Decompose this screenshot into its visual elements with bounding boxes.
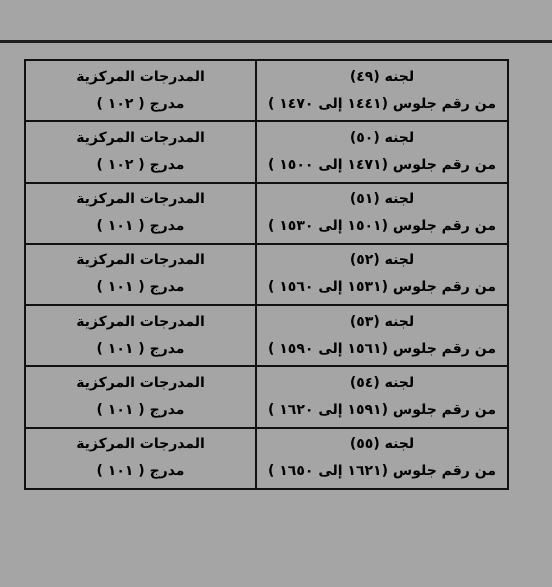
committee-cell <box>256 428 508 489</box>
committee-cell <box>256 183 508 244</box>
location-cell <box>25 121 256 182</box>
venue-name: المدرجات المركزية <box>76 68 205 85</box>
venue-name: المدرجات المركزية <box>76 191 205 208</box>
committee-cell <box>256 121 508 182</box>
table-row <box>25 60 508 121</box>
hall-number: مدرج ( ١٠١ ) <box>96 463 185 480</box>
hall-number: مدرج ( ١٠١ ) <box>96 218 185 235</box>
location-cell <box>25 60 256 121</box>
table-row <box>25 366 508 427</box>
committee-number: لجنه (٥٥) <box>349 436 415 453</box>
committee-number: لجنه (٥٣) <box>349 313 415 330</box>
committee-number: لجنه (٥٠) <box>349 129 415 146</box>
location-cell <box>25 366 256 427</box>
committee-table <box>24 59 509 490</box>
table-row <box>25 244 508 305</box>
venue-name: المدرجات المركزية <box>76 313 205 330</box>
location-cell <box>25 305 256 366</box>
committee-number: لجنه (٥١) <box>349 191 415 208</box>
table-row <box>25 183 508 244</box>
committee-number: لجنه (٥٤) <box>349 375 415 392</box>
location-cell <box>25 244 256 305</box>
committee-cell <box>256 60 508 121</box>
table-row <box>25 428 508 489</box>
table-row <box>25 121 508 182</box>
top-divider <box>0 40 552 43</box>
seat-range: من رقم جلوس (١٤٧١ إلى ١٥٠٠ ) <box>267 156 497 173</box>
seat-range: من رقم جلوس (١٥٠١ إلى ١٥٣٠ ) <box>267 218 497 235</box>
venue-name: المدرجات المركزية <box>76 129 205 146</box>
committee-number: لجنه (٥٢) <box>349 252 415 269</box>
seat-range: من رقم جلوس (١٤٤١ إلى ١٤٧٠ ) <box>267 95 497 112</box>
committee-cell <box>256 305 508 366</box>
table-row <box>25 305 508 366</box>
venue-name: المدرجات المركزية <box>76 252 205 269</box>
committee-number: لجنه (٤٩) <box>349 68 415 85</box>
seat-range: من رقم جلوس (١٦٢١ إلى ١٦٥٠ ) <box>267 463 497 480</box>
hall-number: مدرج ( ١٠١ ) <box>96 279 185 296</box>
hall-number: مدرج ( ١٠٢ ) <box>96 156 185 173</box>
seat-range: من رقم جلوس (١٥٦١ إلى ١٥٩٠ ) <box>267 340 497 357</box>
location-cell <box>25 183 256 244</box>
committee-cell <box>256 366 508 427</box>
committee-cell <box>256 244 508 305</box>
location-cell <box>25 428 256 489</box>
hall-number: مدرج ( ١٠١ ) <box>96 402 185 419</box>
hall-number: مدرج ( ١٠٢ ) <box>96 95 185 112</box>
seat-range: من رقم جلوس (١٥٩١ إلى ١٦٢٠ ) <box>267 402 497 419</box>
seat-range: من رقم جلوس (١٥٣١ إلى ١٥٦٠ ) <box>267 279 497 296</box>
venue-name: المدرجات المركزية <box>76 436 205 453</box>
hall-number: مدرج ( ١٠١ ) <box>96 340 185 357</box>
venue-name: المدرجات المركزية <box>76 375 205 392</box>
